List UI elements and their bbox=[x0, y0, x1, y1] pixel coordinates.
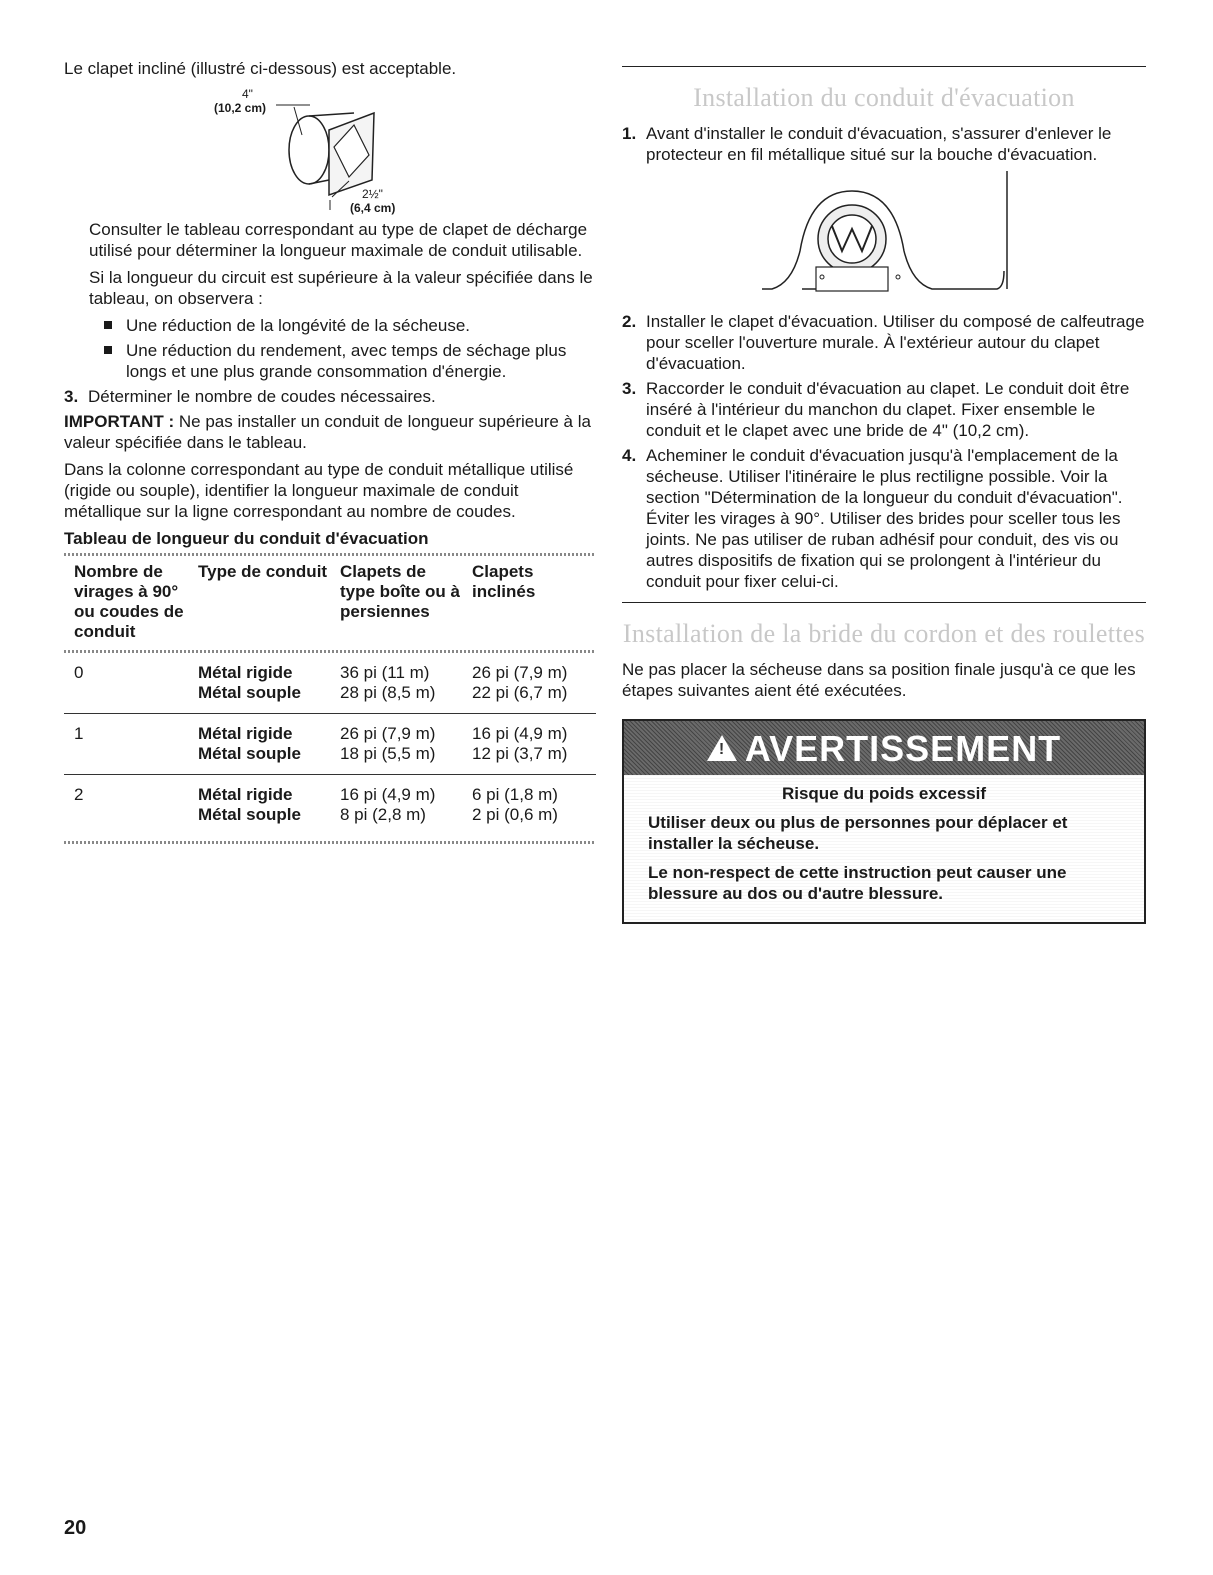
bullet-square-icon bbox=[104, 321, 112, 329]
dim2-cm-label: (6,4 cm) bbox=[350, 201, 396, 215]
step-3 bbox=[64, 386, 596, 407]
table-row: 1 Métal rigide Métal souple 26 pi (7,9 m) 18 pi (5,5 m) 16 pi (4,9 m) 12 pi (3,7 m) bbox=[64, 714, 596, 775]
step-number: 3. bbox=[622, 379, 637, 398]
warning-header bbox=[624, 721, 1144, 775]
angled-hood-figure bbox=[214, 85, 434, 215]
dim2-inch-label: 2½" bbox=[362, 187, 383, 201]
warning-triangle-icon: ! bbox=[707, 735, 737, 761]
table-row: 0 Métal rigide Métal souple 36 pi (11 m) 28 pi (8,5 m) 26 pi (7,9 m) 22 pi (6,7 m) bbox=[64, 653, 596, 714]
section2-text: Ne pas placer la sécheuse dans sa position finale jusqu'à ce que les étapes suivantes aient été exécutées. bbox=[622, 660, 1136, 700]
table-header-row bbox=[64, 556, 596, 650]
dim1-cm-label: (10,2 cm) bbox=[214, 101, 267, 115]
longer-circuit-text: Si la longueur du circuit est supérieure à la valeur spécifiée dans le tableau, on observera : bbox=[89, 268, 593, 308]
warning-line-1: Utiliser deux ou plus de personnes pour déplacer et installer la sécheuse. bbox=[648, 813, 1068, 853]
step-number: 3. bbox=[64, 387, 79, 406]
intro-text: Le clapet incliné (illustré ci-dessous) est acceptable. bbox=[64, 59, 457, 78]
important-label: IMPORTANT : bbox=[64, 412, 175, 431]
consequence-list bbox=[64, 315, 596, 382]
bullet-square-icon bbox=[104, 346, 112, 354]
step-number: 1. bbox=[622, 124, 637, 143]
step-text: Déterminer le nombre de coudes nécessaires. bbox=[88, 387, 436, 406]
warning-title: AVERTISSEMENT bbox=[744, 727, 1062, 769]
left-column bbox=[64, 58, 596, 844]
page-number: 20 bbox=[64, 1517, 87, 1539]
install-step bbox=[622, 378, 1146, 441]
important-note bbox=[64, 411, 596, 453]
header-turns: Nombre de virages à 90° ou coudes de conduit bbox=[74, 562, 184, 641]
table-row: 2 Métal rigide Métal souple 16 pi (4,9 m) 8 pi (2,8 m) 6 pi (1,8 m) 2 pi (0,6 m) bbox=[74, 785, 558, 824]
warning-body bbox=[624, 775, 1144, 922]
install-step bbox=[622, 311, 1146, 374]
section-rule bbox=[622, 602, 1146, 603]
step-number: 4. bbox=[622, 446, 637, 465]
warning-subtitle: Risque du poids excessif bbox=[781, 784, 987, 803]
header-box-hoods: Clapets de type boîte ou à persiennes bbox=[340, 562, 460, 621]
step-number: 2. bbox=[622, 312, 637, 331]
install-step bbox=[622, 123, 1146, 165]
exhaust-outlet-figure bbox=[622, 171, 1146, 301]
column-instruction-text: Dans la colonne correspondant au type de conduit métallique utilisé (rigide ou souple), identifier la longueur maximale de conduit métallique sur la ligne correspondant au nombre de coudes. bbox=[64, 460, 574, 521]
exhaust-outlet-illustration bbox=[622, 171, 1146, 301]
table-bottom-rule bbox=[64, 841, 596, 844]
list-item: Une réduction de la longévité de la sécheuse. bbox=[104, 315, 596, 336]
section-title-vent-install: Installation du conduit d'évacuation bbox=[693, 83, 1075, 112]
section-title-cord-casters: Installation de la bride du cordon et des roulettes bbox=[622, 619, 1146, 648]
consult-table-text: Consulter le tableau correspondant au type de clapet de décharge utilisé pour déterminer la longueur maximale de conduit utilisable. bbox=[89, 220, 588, 260]
install-step bbox=[622, 445, 1146, 592]
vent-length-table bbox=[64, 556, 596, 835]
step-text: Avant d'installer le conduit d'évacuation, s'assurer d'enlever le protecteur en fil métallique situé sur la bouche d'évacuation. bbox=[646, 124, 1112, 164]
list-item: Une réduction du rendement, avec temps de séchage plus longs et une plus grande consommation d'énergie. bbox=[104, 340, 596, 382]
section-rule bbox=[622, 66, 1146, 67]
warning-line-2: Le non-respect de cette instruction peut causer une blessure au dos ou d'autre blessure. bbox=[648, 863, 1067, 903]
important-text: Ne pas installer un conduit de longueur supérieure à la valeur spécifiée dans le tableau. bbox=[64, 412, 591, 452]
table-title: Tableau de longueur du conduit d'évacuation bbox=[64, 529, 429, 548]
step-text: Acheminer le conduit d'évacuation jusqu'à l'emplacement de la sécheuse. Utiliser l'itinéraire le plus rectiligne possible. Voir la section "Détermination de la longueur du conduit d'évacuation". Éviter les virages à 90°. Utiliser des brides pour sceller tous les joints. Ne pas utiliser de ruban adhésif pour conduit, des vis ou autres dispositifs de fixation qui se prolongent à l'intérieur du conduit pour fixer celui-ci. bbox=[646, 446, 1123, 591]
step-text: Raccorder le conduit d'évacuation au clapet. Le conduit doit être inséré à l'intérieur du manchon du clapet. Fixer ensemble le conduit et le clapet avec une bride de 4" (10,2 cm). bbox=[646, 379, 1130, 440]
warning-box bbox=[622, 719, 1146, 924]
dim1-inch-label: 4" bbox=[242, 87, 253, 101]
header-duct-type: Type de conduit bbox=[198, 562, 328, 581]
header-angled-hoods: Clapets inclinés bbox=[472, 562, 536, 601]
step-text: Installer le clapet d'évacuation. Utiliser du composé de calfeutrage pour sceller l'ouverture murale. À l'extérieur autour du clapet d'évacuation. bbox=[646, 312, 1145, 373]
right-column bbox=[622, 58, 1146, 924]
